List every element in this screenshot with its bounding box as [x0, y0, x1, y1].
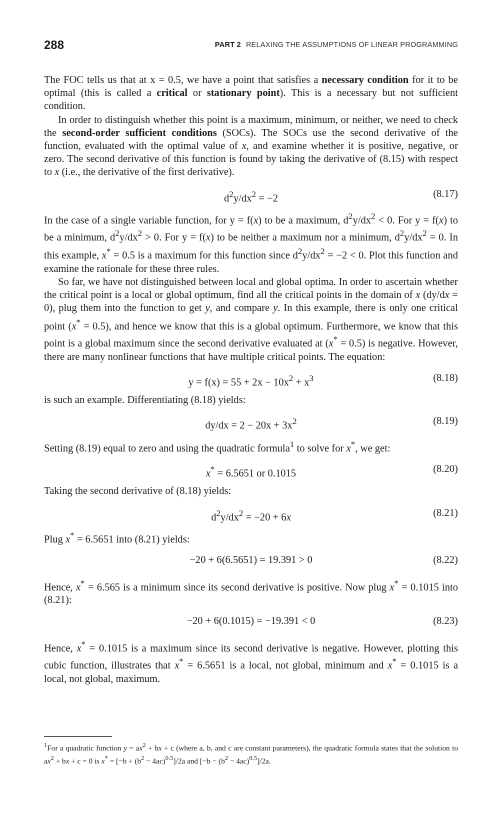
footnote: $^1$For a quadratic function $y = ax^2$ + bx + c (where a, b, and c are constant parameters), the quadratic formula states that the solution to $ax^2$ + bx + c = 0 is $x^* = [-b + (b^2 - 4ac)^{0.5}]/2a$ and $[-b - (b^2 - 4ac)^{0.5}]/2a$.: [44, 742, 458, 766]
paragraph-4: So far, we have not distinguished between local and global optima. In order to ascertain whether the critical point is a local or global optimum, find all the critical points in the domain of x (dy/dx = 0), plug them into the function to get y, and compare y. In this example, there is only one critical point (x* = 0.5), and hence we know that this is a global optimum. Furthermore, we know that this point is a global maximum since the second derivative evaluated at (x* = 0.5) is negative. However, there are many nonlinear functions that have multiple critical points. The equation:: [44, 276, 458, 363]
footnote-rule: [44, 736, 112, 737]
paragraph-2: In order to distinguish whether this point is a maximum, minimum, or neither, we need to check the second-order sufficient conditions (SOCs). The SOCs use the second derivative of the function, evaluated with the optimal value of x, and examine whether it is positive, negative, or zero. The second derivative of this function is found by taking the derivative of (8.15) with respect to x (i.e., the derivative of the first derivative).: [44, 114, 459, 179]
equation-8-19: [44, 415, 458, 432]
body-text: [44, 74, 458, 686]
equation-8-21: [44, 507, 458, 523]
equation-8-22-expression: −20 + 6(6.5651) = 19.391 > 0: [189, 555, 313, 567]
equation-8-19-expression: $dy/dx = 2 - 20x + 3x^2$: [205, 416, 297, 432]
equation-8-18: [44, 372, 458, 389]
paragraph-8: Plug x* = 6.5651 into (8.21) yields:: [44, 529, 190, 546]
equation-8-20-expression: x* = 6.5651 or 0.1015: [205, 464, 297, 480]
paragraph-1: The FOC tells us that at x = 0.5, we have a point that satisfies a necessary condition for it to be optimal (this is called a critical or stationary point). This is a necessary but not sufficient condition.: [44, 75, 458, 113]
part-label: PART 2: [214, 40, 241, 49]
equation-8-22-number: (8.22): [433, 555, 458, 567]
equation-8-18-number: (8.18): [433, 372, 458, 384]
equation-8-17: [44, 188, 458, 205]
equation-8-23-expression: −20 + 6(0.1015) = −19.391 < 0: [186, 616, 316, 628]
equation-8-21-number: (8.21): [433, 507, 458, 519]
paragraph-5: is such an example. Differentiating (8.18) yields:: [44, 395, 246, 407]
equation-8-22: [44, 554, 458, 567]
equation-8-17-expression: $d^2y/dx^2 = -2$: [224, 188, 278, 205]
paragraph-10: Hence, x* = 0.1015 is a maximum since its second derivative is negative. However, plotting this cubic function, illustrates that x* = 6.5651 is a local, not global, minimum and x* = 0.1015 is a local, not global, maximum.: [44, 638, 459, 685]
page-number: 288: [44, 38, 65, 52]
equation-8-21-expression: $d^2y/dx^2 = -20 + 6x$: [211, 507, 291, 523]
running-title: [215, 40, 458, 49]
paragraph-3: In the case of a single variable function, for y = f(x) to be a maximum, $d^2y/dx^2 < 0$. For y = f(x) to be a minimum, $d^2y/dx^2 > 0$. For y = f(x) to be neither a maximum nor a minimum, $d^2y/dx^2 = 0$. In this example, x* = 0.5 is a maximum for this function since $d^2y/dx^2 = -2 < 0$. Plot this function and examine the rationale for these three rules.: [44, 210, 459, 275]
paragraph-9: Hence, x* = 6.565 is a minimum since its second derivative is positive. Now plug x* = 0.1015 into (8.21):: [44, 577, 458, 607]
equation-8-20: [44, 463, 458, 480]
equation-8-19-number: (8.19): [433, 416, 458, 428]
equation-8-23-number: (8.23): [433, 616, 458, 628]
equation-8-18-expression: $y = f(x) = 55 + 2x - 10x^2 + x^3$: [188, 372, 314, 389]
equation-8-17-number: (8.17): [433, 188, 458, 200]
equation-8-23: [44, 615, 458, 628]
paragraph-7: Taking the second derivative of (8.18) yields:: [44, 486, 232, 498]
equation-8-20-number: (8.20): [433, 464, 458, 476]
running-header: [44, 38, 458, 52]
paragraph-6: Setting (8.19) equal to zero and using the quadratic formula$^1$ to solve for x*, we get:: [44, 438, 391, 454]
running-title-text: RELAXING THE ASSUMPTIONS OF LINEAR PROGRAMMING: [245, 40, 458, 49]
